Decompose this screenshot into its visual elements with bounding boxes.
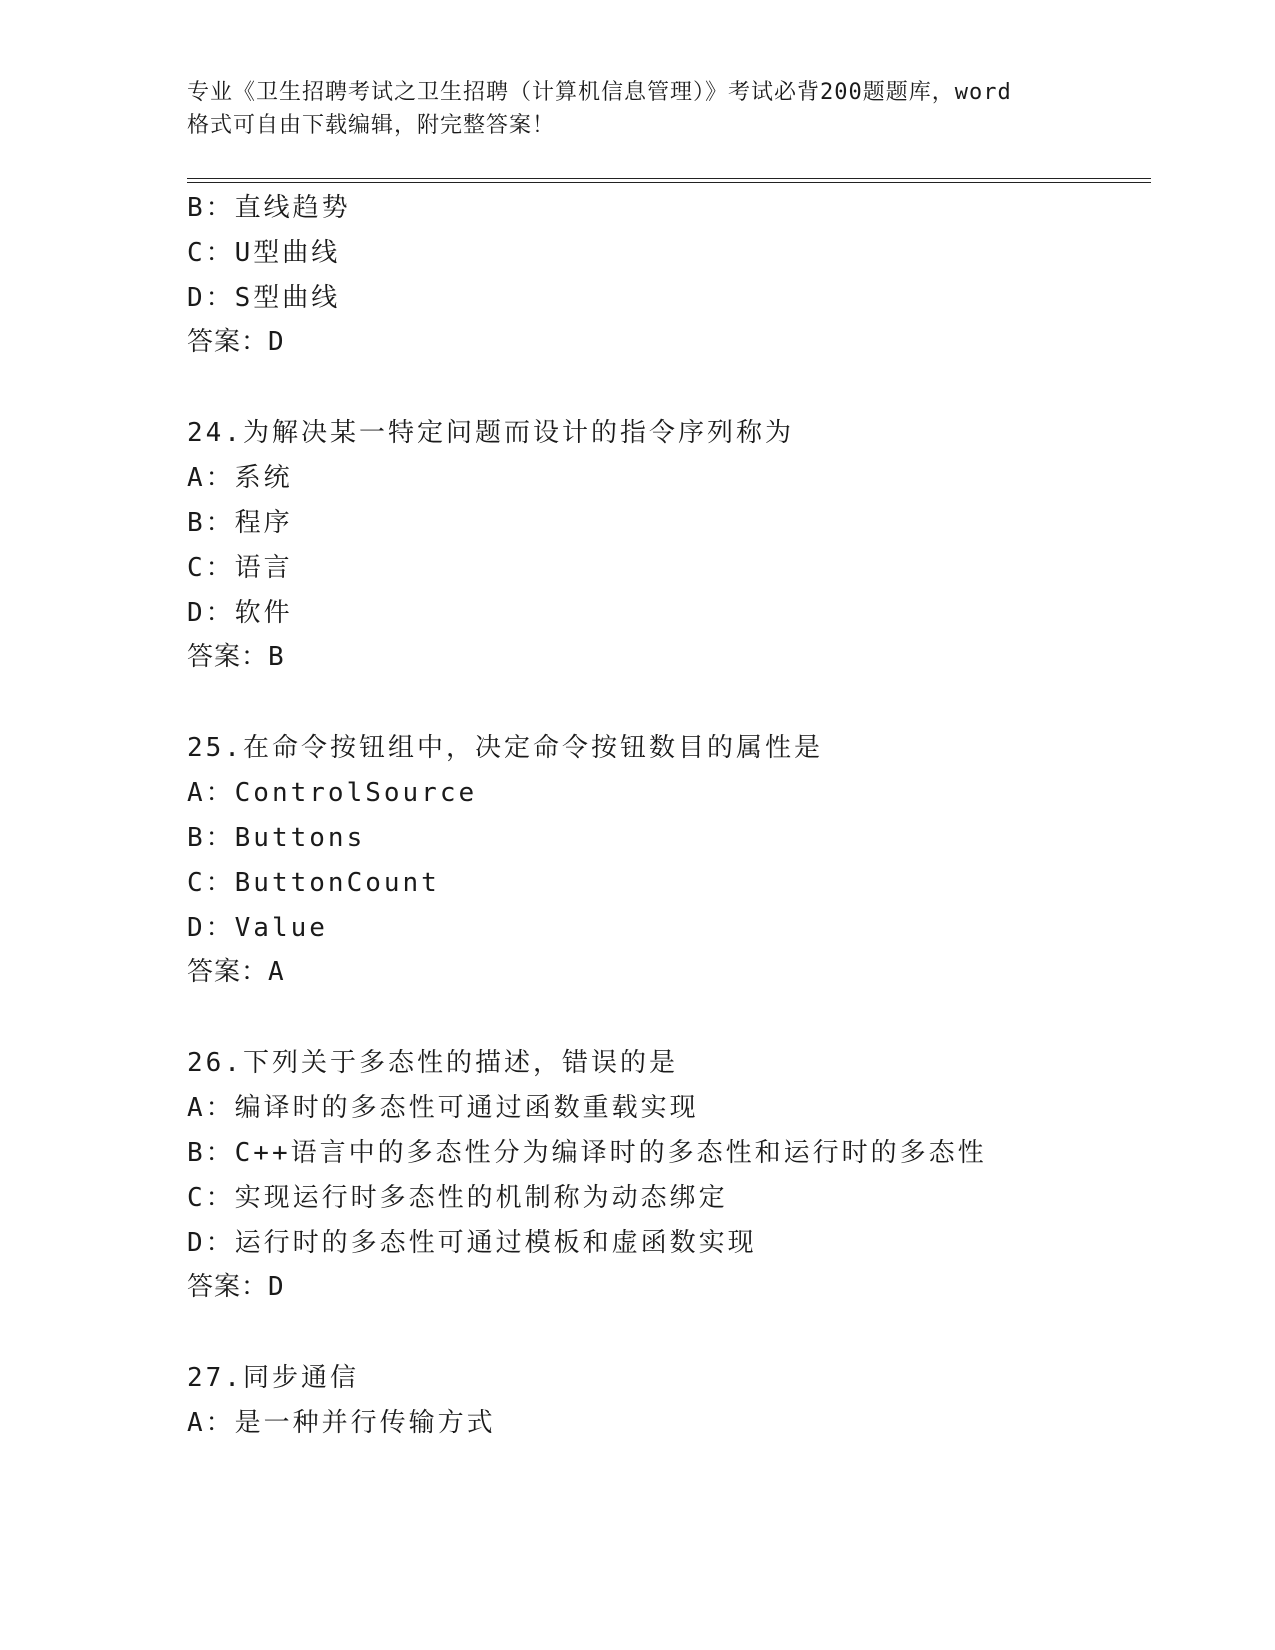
document-header — [187, 76, 1087, 142]
question-line: 26.下列关于多态性的描述，错误的是 — [187, 1048, 678, 1078]
option-line: C：语言 — [187, 553, 293, 583]
option-line: B：直线趋势 — [187, 193, 351, 223]
option-line: A：系统 — [187, 463, 293, 493]
option-line: D：软件 — [187, 598, 293, 628]
question-line: 27.同步通信 — [187, 1363, 359, 1393]
question-line: 24.为解决某一特定问题而设计的指令序列称为 — [187, 418, 794, 448]
option-line: B：程序 — [187, 508, 293, 538]
option-line: D：运行时的多态性可通过模板和虚函数实现 — [187, 1228, 757, 1258]
header-line-2: 格式可自由下载编辑，附完整答案！ — [187, 113, 556, 138]
option-line: D：S型曲线 — [187, 283, 341, 313]
answer-line: 答案：B — [187, 642, 285, 672]
option-line: A：ControlSource — [187, 778, 478, 808]
header-line-1: 专业《卫生招聘考试之卫生招聘（计算机信息管理）》考试必背200题题库，word — [187, 80, 1012, 105]
question-line: 25.在命令按钮组中，决定命令按钮数目的属性是 — [187, 733, 823, 763]
option-line: D：Value — [187, 913, 328, 943]
option-line: A：是一种并行传输方式 — [187, 1408, 496, 1438]
option-line: B：C++语言中的多态性分为编译时的多态性和运行时的多态性 — [187, 1138, 987, 1168]
answer-line: 答案：D — [187, 1272, 285, 1302]
option-line: C：实现运行时多态性的机制称为动态绑定 — [187, 1183, 728, 1213]
option-line: A：编译时的多态性可通过函数重载实现 — [187, 1093, 699, 1123]
header-divider-top — [187, 178, 1151, 179]
answer-line: 答案：A — [187, 957, 285, 987]
header-divider-bottom — [187, 182, 1151, 183]
option-line: C：ButtonCount — [187, 868, 440, 898]
option-line: B：Buttons — [187, 823, 366, 853]
option-line: C：U型曲线 — [187, 238, 341, 268]
answer-line: 答案：D — [187, 327, 285, 357]
